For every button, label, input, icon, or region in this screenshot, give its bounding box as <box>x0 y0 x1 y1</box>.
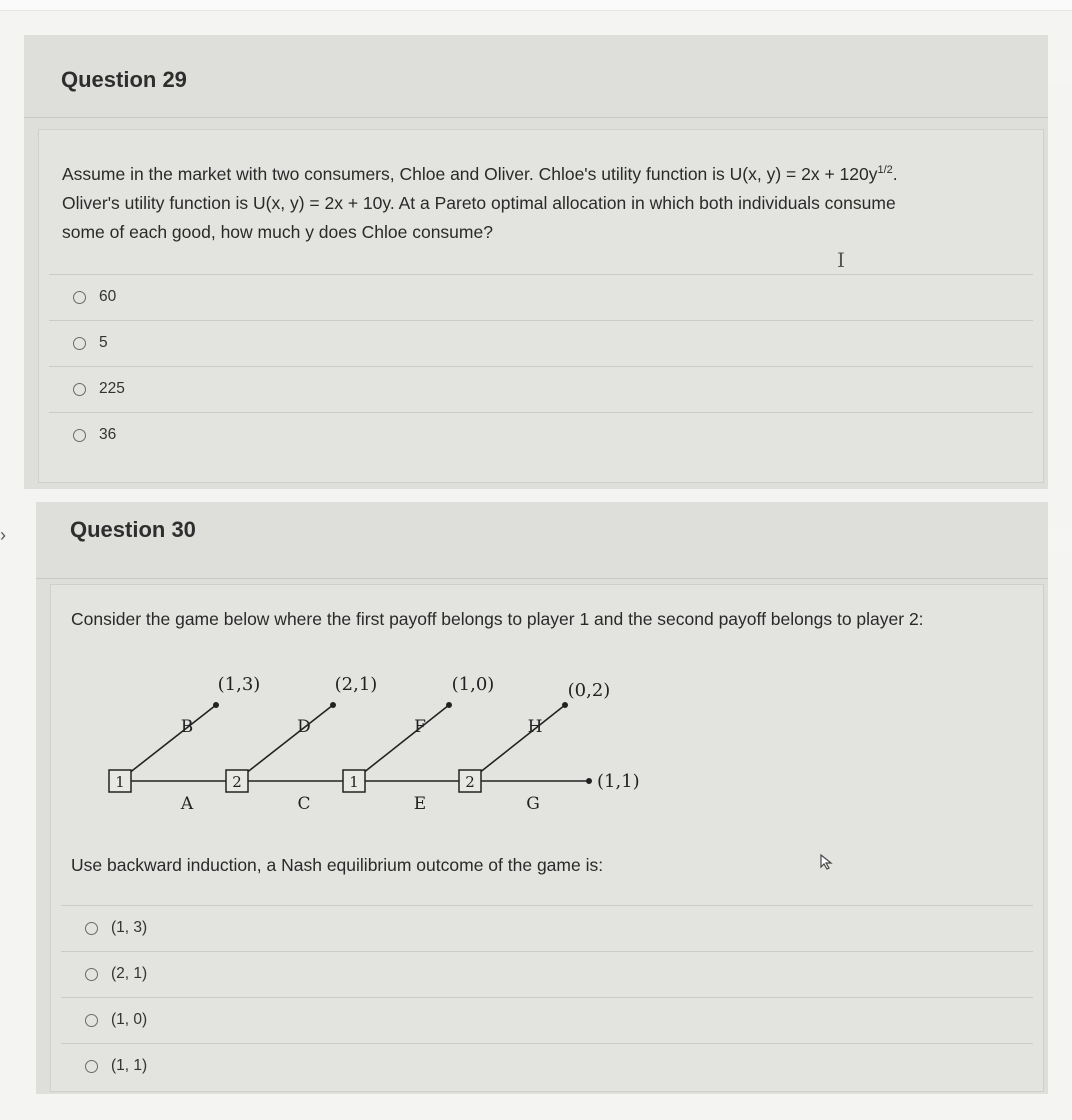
terminal-dot <box>330 702 336 708</box>
exponent: 1/2 <box>877 164 893 176</box>
question-body <box>38 129 1044 483</box>
game-tree-diagram <box>91 655 691 825</box>
top-bar <box>0 0 1072 11</box>
payoff-label: (1,1) <box>597 771 640 792</box>
option-label: 36 <box>99 426 117 443</box>
answer-option[interactable] <box>49 274 1033 319</box>
move-label: F <box>414 717 426 737</box>
question-header <box>36 502 1048 579</box>
radio-button[interactable] <box>73 383 86 396</box>
answer-option[interactable] <box>49 320 1033 365</box>
sub-prompt: Use backward induction, a Nash equilibrium outcome of the game is: <box>71 855 604 875</box>
terminal-dot <box>562 702 568 708</box>
payoff-label: (2,1) <box>334 674 378 695</box>
radio-button[interactable] <box>85 922 98 935</box>
option-label: 5 <box>99 334 108 351</box>
answer-option[interactable] <box>61 1043 1033 1088</box>
terminal-dot <box>446 702 452 708</box>
move-label: G <box>526 794 540 814</box>
move-label: E <box>413 794 427 814</box>
radio-button[interactable] <box>73 337 86 350</box>
terminal-dot <box>213 702 219 708</box>
radio-button[interactable] <box>73 291 86 304</box>
prompt-line: Oliver's utility function is U(x, y) = 2x + 10y. At a Pareto optimal allocation in which both individuals consume <box>62 192 896 213</box>
question-body <box>50 584 1044 1092</box>
prompt-line: some of each good, how much y does Chloe consume? <box>62 221 493 242</box>
question-header <box>24 35 1048 118</box>
branch-line <box>119 705 216 781</box>
node-player-label: 1 <box>115 773 125 791</box>
radio-button[interactable] <box>85 968 98 981</box>
question-title: Question 29 <box>61 67 187 92</box>
chevron-right-icon[interactable]: › <box>0 525 6 545</box>
prompt-line: Assume in the market with two consumers, Chloe and Oliver. Chloe's utility function is U(x, y) = 2x + 120y <box>62 163 878 184</box>
answer-option[interactable] <box>61 951 1033 996</box>
terminal-dot <box>586 778 592 784</box>
move-label: D <box>297 717 311 737</box>
branch-line <box>236 705 333 781</box>
option-label: (1, 0) <box>111 1011 148 1028</box>
question-card-29 <box>24 35 1048 489</box>
option-label: 225 <box>99 380 125 397</box>
payoff-label: (0,2) <box>567 680 611 701</box>
node-player-label: 1 <box>349 773 359 791</box>
radio-button[interactable] <box>85 1014 98 1027</box>
option-label: (1, 3) <box>111 919 148 936</box>
move-label: B <box>180 717 194 737</box>
radio-button[interactable] <box>85 1060 98 1073</box>
prompt-period: . <box>892 163 898 184</box>
answer-option[interactable] <box>61 905 1033 950</box>
question-prompt <box>62 156 1022 247</box>
payoff-label: (1,0) <box>451 674 495 695</box>
mouse-pointer-icon <box>819 853 835 871</box>
branch-line <box>353 705 449 781</box>
move-label: C <box>297 794 311 814</box>
text-cursor-icon: I <box>837 248 845 272</box>
move-label: H <box>527 717 543 737</box>
answer-option[interactable] <box>61 997 1033 1042</box>
option-label: (2, 1) <box>111 965 148 982</box>
payoff-label: (1,3) <box>217 674 261 695</box>
node-player-label: 2 <box>232 773 242 791</box>
node-player-label: 2 <box>465 773 475 791</box>
option-label: (1, 1) <box>111 1057 148 1074</box>
branch-line <box>469 705 565 781</box>
question-title: Question 30 <box>70 517 196 542</box>
move-label: A <box>180 794 194 814</box>
question-prompt: Consider the game below where the first payoff belongs to player 1 and the second payoff belongs to player 2: <box>71 609 924 629</box>
option-label: 60 <box>99 288 117 305</box>
answer-option[interactable] <box>49 412 1033 457</box>
question-card-30 <box>36 502 1048 1094</box>
answer-option[interactable] <box>49 366 1033 411</box>
radio-button[interactable] <box>73 429 86 442</box>
